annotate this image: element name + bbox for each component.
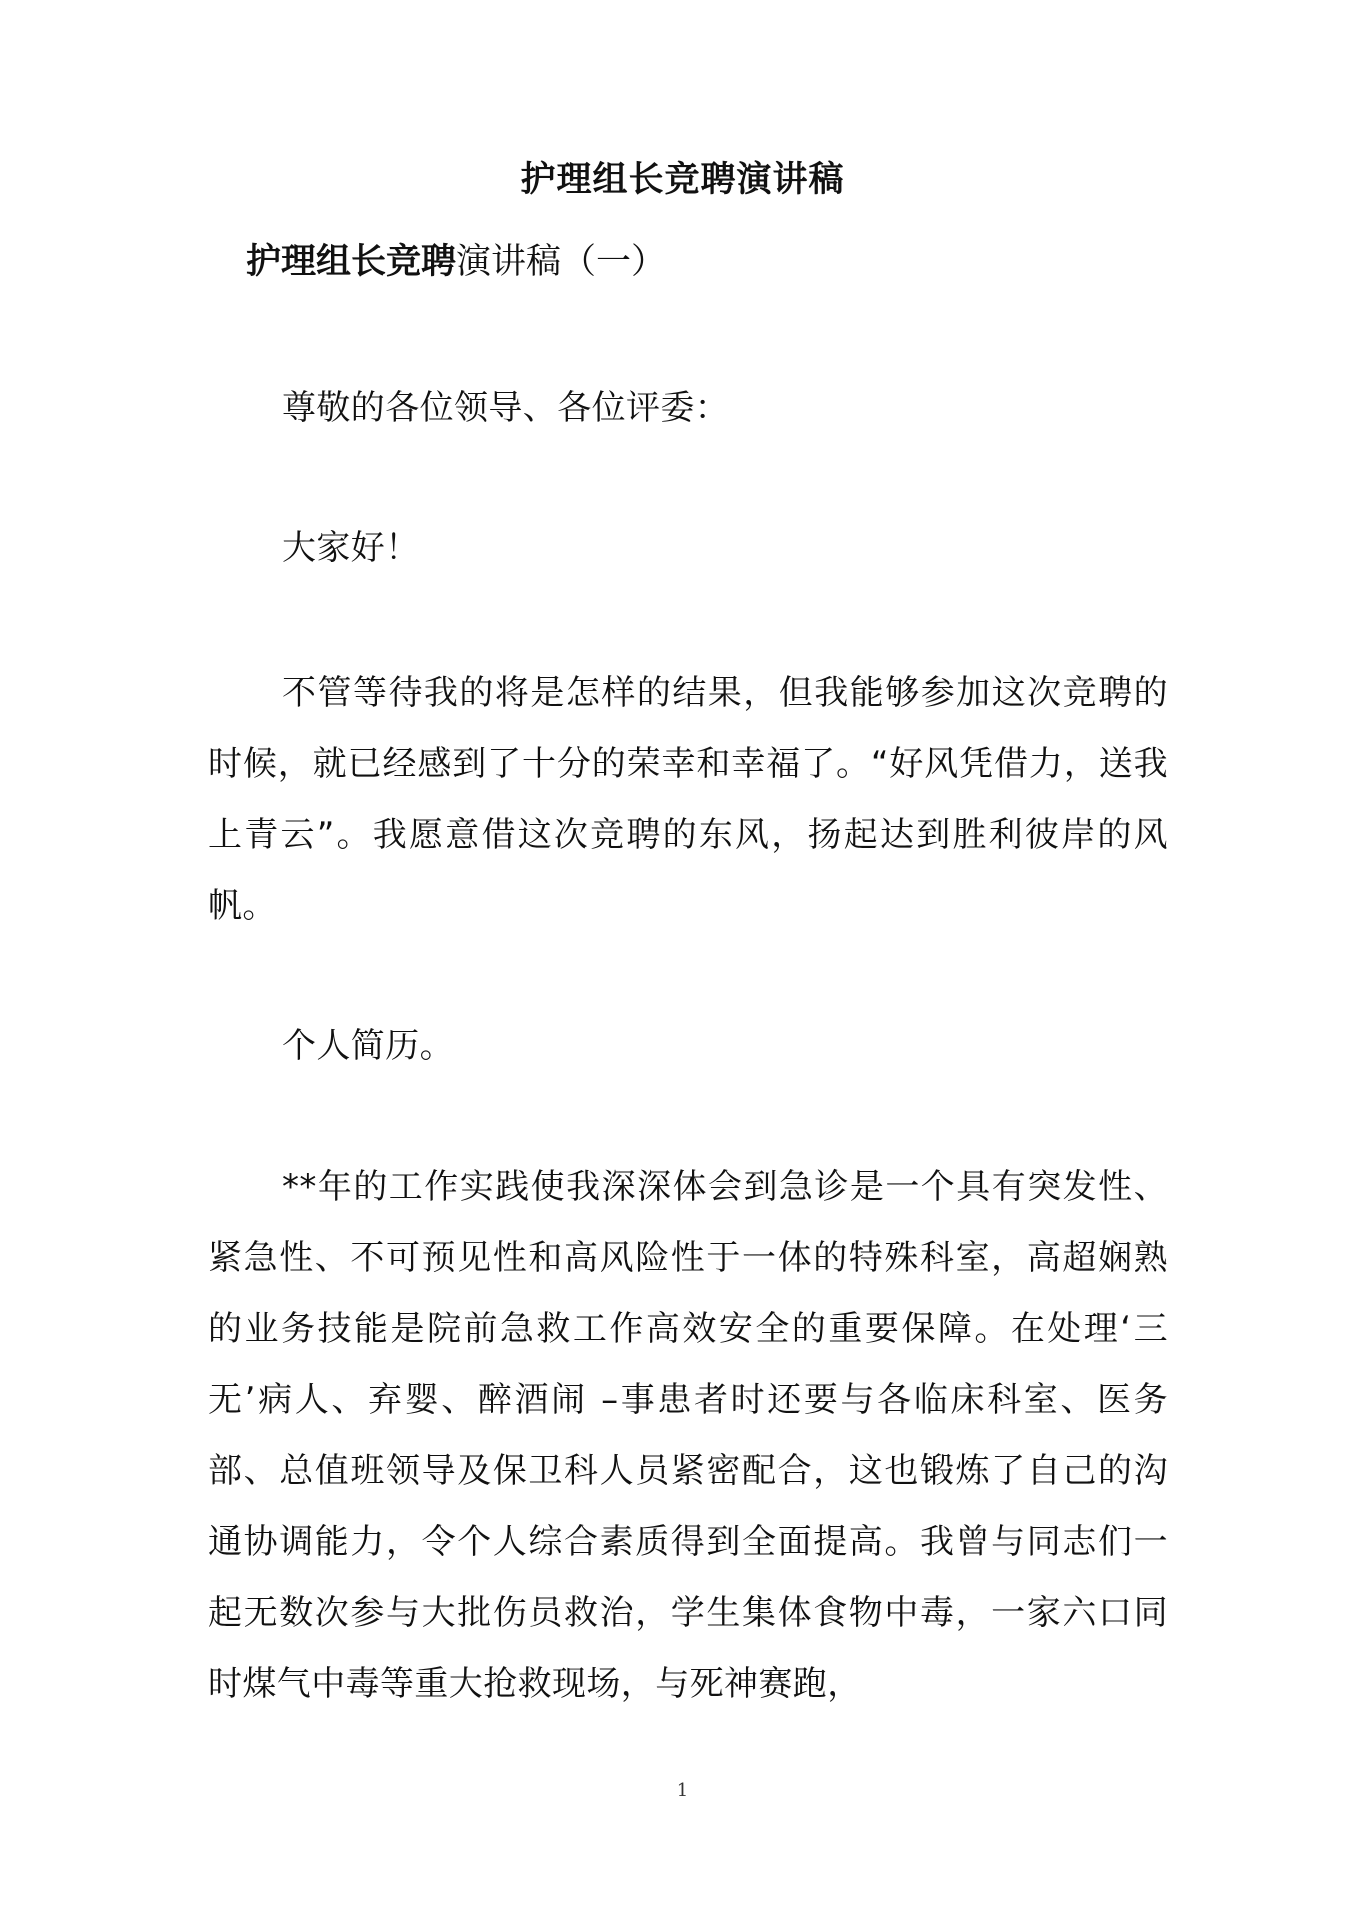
document-title: 护理组长竞聘演讲稿 [520, 160, 845, 200]
experience-paragraph: **年的工作实践使我深深体会到急诊是一个具有突发性、紧急性、不可预见性和高风险性于一体的特殊科室，高超娴熟的业务技能是院前急救工作高效安全的重要保障。在处理‘三无’病人、弃婴、醉酒闹 –事患者时还要与各临床科室、医务部、总值班领导及保卫科人员紧密配合，这也锻炼了自己的沟通协调能力，令个人综合素质得到全面提高。我曾与同志们一起无数次参与大批伤员救治，学生集体食物中毒，一家六口同时煤气中毒等重大抢救现场，与死神赛跑， [208, 1167, 1168, 1704]
subtitle-normal-text: 演讲稿（一） [456, 242, 667, 282]
opening-paragraph: 不管等待我的将是怎样的结果，但我能够参加这次竞聘的时候，就已经感到了十分的荣幸和幸福了。“好风凭借力，送我上青云”。我愿意借这次竞聘的东风，扬起达到胜利彼岸的风帆。 [208, 673, 1168, 926]
page-number: 1 [676, 1780, 689, 1801]
section-heading-paragraph: 个人简历。 [282, 1026, 454, 1066]
greeting-paragraph: 大家好！ [282, 528, 420, 568]
subtitle-bold-text: 护理组长竞聘 [246, 242, 457, 282]
document-subtitle [246, 237, 666, 287]
salutation-paragraph: 尊敬的各位领导、各位评委： [282, 388, 730, 428]
